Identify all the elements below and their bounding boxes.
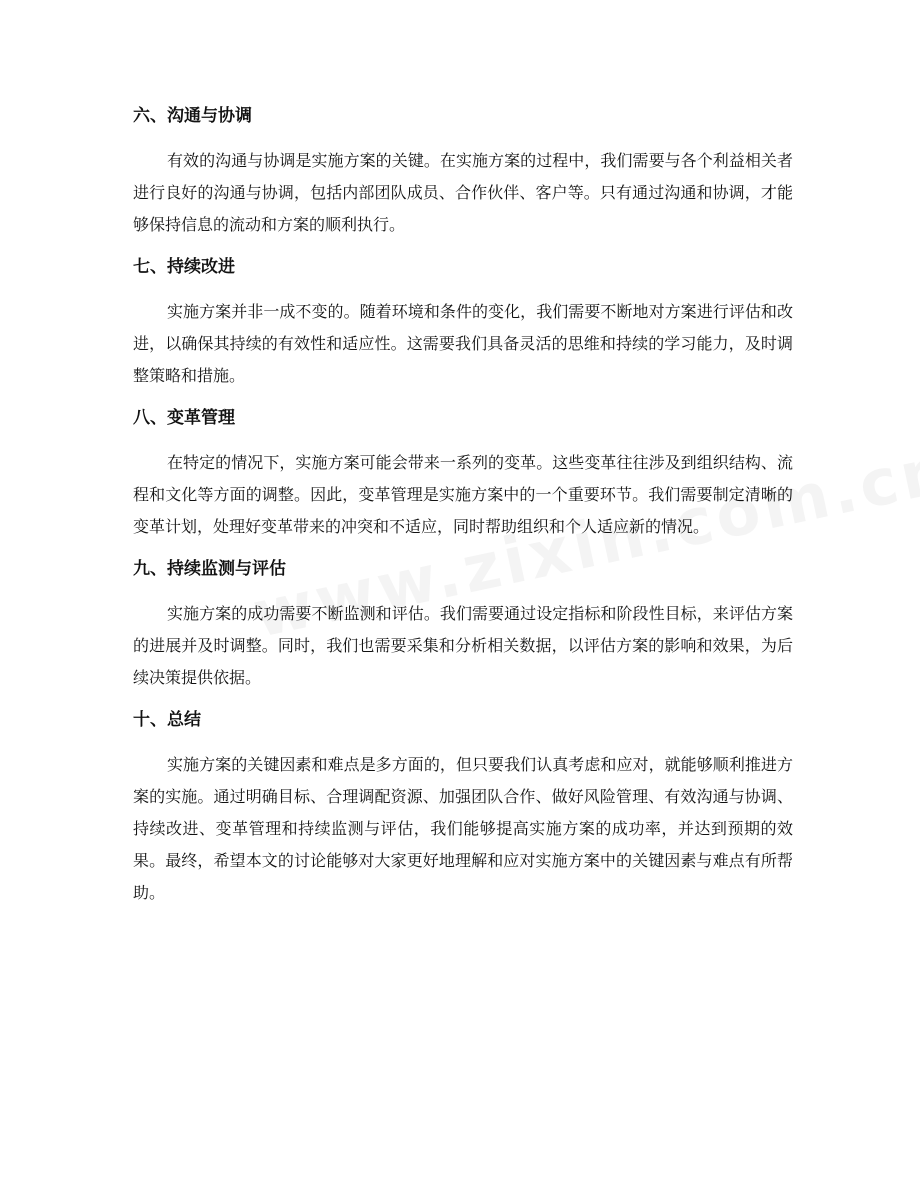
document-body (133, 104, 793, 923)
section-heading: 六、沟通与协调 (133, 106, 252, 126)
section-heading: 九、持续监测与评估 (133, 559, 286, 579)
section-paragraph: 实施方案的成功需要不断监测和评估。我们需要通过设定指标和阶段性目标，来评估方案的进展并及时调整。同时，我们也需要采集和分析相关数据，以评估方案的影响和效果，为后续决策提供依据。 (133, 604, 793, 687)
section-change-management (133, 406, 793, 543)
section-paragraph: 有效的沟通与协调是实施方案的关键。在实施方案的过程中，我们需要与各个利益相关者进行良好的沟通与协调，包括内部团队成员、合作伙伴、客户等。只有通过沟通和协调，才能够保持信息的流动和方案的顺利执行。 (133, 151, 793, 234)
section-paragraph: 实施方案的关键因素和难点是多方面的，但只要我们认真考虑和应对，就能够顺利推进方案的实施。通过明确目标、合理调配资源、加强团队合作、做好风险管理、有效沟通与协调、持续改进、变革管理和持续监测与评估，我们能够提高实施方案的成功率，并达到预期的效果。最终，希望本文的讨论能够对大家更好地理解和应对实施方案中的关键因素与难点有所帮助。 (133, 755, 793, 902)
section-heading: 七、持续改进 (133, 257, 235, 277)
section-paragraph: 在特定的情况下，实施方案可能会带来一系列的变革。这些变革往往涉及到组织结构、流程和文化等方面的调整。因此，变革管理是实施方案中的一个重要环节。我们需要制定清晰的变革计划，处理好变革带来的冲突和不适应，同时帮助组织和个人适应新的情况。 (133, 453, 793, 536)
section-paragraph: 实施方案并非一成不变的。随着环境和条件的变化，我们需要不断地对方案进行评估和改进，以确保其持续的有效性和适应性。这需要我们具备灵活的思维和持续的学习能力，及时调整策略和措施。 (133, 302, 793, 385)
section-communication (133, 104, 793, 241)
section-heading: 八、变革管理 (133, 408, 235, 428)
section-summary (133, 708, 793, 909)
section-monitoring-evaluation (133, 557, 793, 694)
section-continuous-improvement (133, 255, 793, 392)
section-heading: 十、总结 (133, 710, 201, 730)
